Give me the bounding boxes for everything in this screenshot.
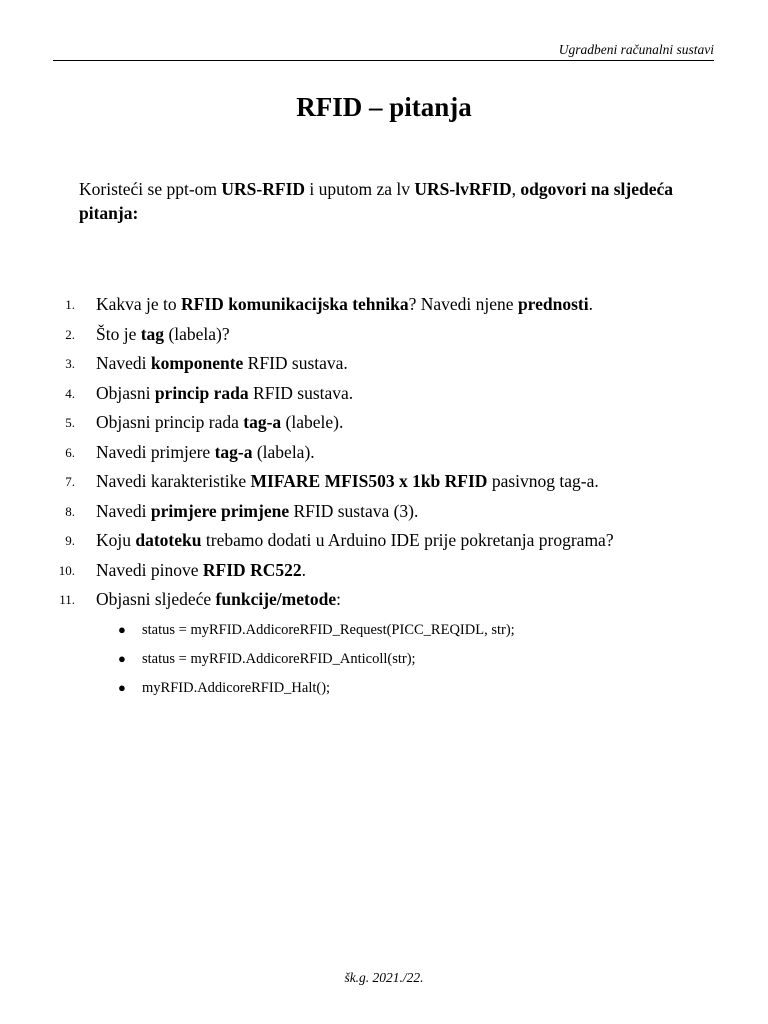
bullet-icon: ● [118, 622, 126, 637]
question-text: Objasni [96, 382, 155, 403]
question-number: 9. [65, 533, 75, 548]
question-item-9 [52, 528, 732, 558]
question-text: . [588, 294, 593, 314]
question-number: 2. [65, 326, 75, 342]
question-text: (labela)? [164, 323, 230, 344]
header-course-title: Ugradbeni računalni sustavi [558, 42, 714, 57]
question-item-7 [52, 469, 732, 499]
question-text: RFID sustava. [243, 353, 348, 373]
question-text: ? Navedi njene [408, 294, 518, 314]
question-number: 4. [65, 385, 75, 401]
question-text: (labele). [281, 412, 344, 432]
question-bold: MIFARE MFIS503 x 1kb RFID [250, 471, 488, 491]
intro-text-2: i uputom za lv [305, 179, 415, 199]
question-text: Koju [96, 530, 136, 550]
question-item-11 [52, 587, 732, 617]
question-number: 3. [65, 356, 75, 371]
question-bold: komponente [150, 353, 244, 373]
question-text: Navedi pinove [96, 559, 203, 580]
question-number: 1. [65, 297, 75, 312]
intro-bold-urs-lvrfid: URS-lvRFID [414, 179, 512, 199]
bullet-icon: ● [118, 651, 126, 667]
question-text: : [336, 589, 341, 609]
question-text: trebamo dodati u Arduino IDE prije pokretanja programa? [201, 530, 614, 550]
page-title: RFID – pitanja [296, 92, 472, 122]
question-text: Objasni princip rada [96, 412, 244, 432]
question-text: . [301, 559, 306, 580]
question-text: Navedi primjere [96, 441, 215, 462]
question-text: Navedi [96, 500, 151, 521]
function-code: status = myRFID.AddicoreRFID_Anticoll(str); [142, 651, 416, 668]
question-item-1 [52, 292, 732, 322]
question-item-6 [52, 440, 732, 470]
header-divider [53, 60, 714, 61]
question-item-5 [52, 410, 732, 440]
question-bold: datoteku [135, 530, 202, 550]
function-item-3 [118, 676, 515, 705]
question-text: Što je [96, 323, 141, 344]
question-bold: princip rada [154, 382, 249, 403]
intro-text-3: , [511, 179, 521, 199]
intro-bold-instruction: odgovori na sljedeća pitanja: [79, 179, 674, 223]
question-bold: tag-a [214, 441, 253, 462]
question-list [52, 292, 732, 617]
function-item-1 [118, 618, 515, 647]
function-code: status = myRFID.AddicoreRFID_Request(PICC_REQIDL, str); [142, 622, 515, 638]
question-bold: primjere primjene [150, 500, 290, 521]
question-number: 10. [58, 562, 75, 578]
question-text: pasivnog tag-a. [487, 471, 599, 491]
question-number: 7. [65, 474, 75, 489]
footer-school-year: šk.g. 2021./22. [344, 970, 424, 985]
question-text: Navedi [96, 353, 151, 373]
question-item-4 [52, 381, 732, 411]
question-text: Navedi karakteristike [96, 471, 251, 491]
function-item-2 [118, 647, 515, 676]
question-bold: tag [140, 323, 165, 344]
question-bold: RFID RC522 [202, 559, 302, 580]
intro-bold-urs-rfid: URS-RFID [221, 179, 306, 199]
intro-text-1: Koristeći se ppt-om [79, 179, 222, 199]
question-item-10 [52, 558, 732, 588]
question-text: (labela). [252, 441, 315, 462]
question-number: 8. [65, 503, 75, 519]
question-bold: prednosti [517, 294, 589, 314]
bullet-icon: ● [118, 680, 126, 696]
question-item-2 [52, 322, 732, 352]
question-bold: funkcije/metode [215, 589, 337, 609]
question-text: RFID sustava (3). [289, 500, 419, 521]
question-item-8 [52, 499, 732, 529]
question-item-3 [52, 351, 732, 381]
question-number: 11. [59, 592, 75, 607]
question-text: Kakva je to [96, 294, 182, 314]
function-code: myRFID.AddicoreRFID_Halt(); [142, 680, 331, 697]
question-text: RFID sustava. [248, 382, 354, 403]
question-number: 6. [65, 444, 75, 460]
question-number: 5. [65, 415, 75, 430]
question-text: Objasni sljedeće [96, 589, 216, 609]
question-bold: RFID komunikacijska tehnika [181, 294, 409, 314]
intro-paragraph [79, 177, 719, 225]
question-bold: tag-a [243, 412, 282, 432]
function-list [118, 618, 515, 706]
